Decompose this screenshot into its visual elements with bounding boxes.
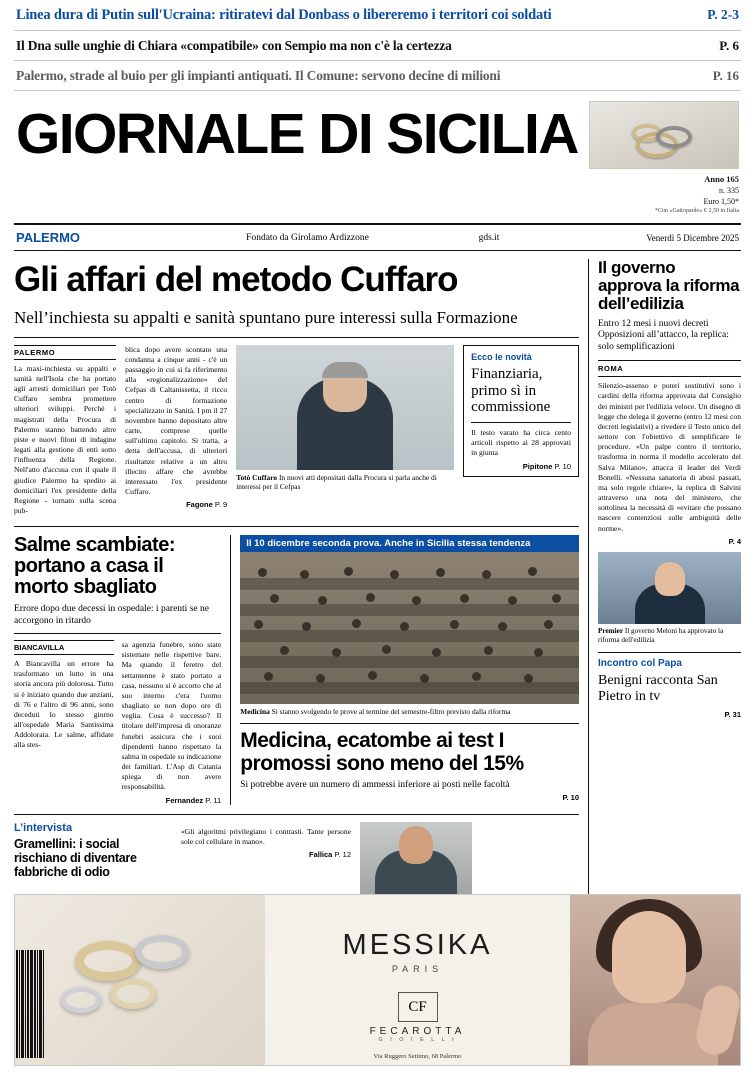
- medicina-article: [240, 535, 579, 804]
- masthead-numero: n. 335: [719, 185, 739, 195]
- medicina-headline[interactable]: Medicina, ecatombe ai test I promossi sono meno del 15%: [240, 723, 579, 775]
- masthead-edition-info: [589, 169, 739, 215]
- lead-byline-name: Fagone: [186, 500, 213, 510]
- advert-brand: MESSIKA: [342, 929, 493, 961]
- intervista-kicker: L’intervista: [14, 821, 73, 834]
- photo-face: [655, 562, 685, 596]
- advert-retailer-name: FECAROTTA: [369, 1026, 466, 1037]
- edition-date: Venerdì 5 Dicembre 2025: [646, 232, 739, 243]
- salme-kicker: BIANCAVILLA: [14, 640, 114, 655]
- governo-subheadline: Entro 12 mesi i nuovi decreti Opposizioni all’attacco, la replica: solo semplificazioni: [598, 319, 741, 361]
- medicina-subheadline: Si potrebbe avere un numero di ammessi inferiore ai posti nelle facoltà: [240, 780, 510, 791]
- ring-icon: [61, 987, 101, 1013]
- papa-title[interactable]: Benigni racconta San Pietro in tv: [598, 673, 718, 705]
- medicina-photo: [240, 552, 579, 704]
- papa-page[interactable]: P. 31: [724, 709, 741, 719]
- lead-text-col-2: [125, 345, 227, 517]
- lead-text-col-1: [14, 345, 116, 517]
- intervista-article: [14, 814, 579, 896]
- finanziaria-title[interactable]: Finanziaria, primo sì in commissione: [471, 365, 551, 416]
- papa-article[interactable]: [598, 652, 741, 718]
- ring-icon: [656, 126, 692, 148]
- edition-city: PALERMO: [16, 230, 81, 246]
- ring-icon: [110, 979, 156, 1009]
- governo-caption-name: Premier: [598, 626, 624, 635]
- advert-center: [265, 895, 570, 1065]
- ring-icon: [135, 935, 189, 969]
- salme-body-2: sa agenzia funebre, sono state sistemate nelle rispettive bare. Ma quando il feretro del settantenne è stato portato a casa, nessuno si è accorto che al suo interno c'era l'uomo sbagliato se non dopo ore di veglia. Cosa è successo? Il titolare dell'impresa di onoranze funebri assicura che i suoi dipendenti hanno rispettato la salma in ospedale su indicazione dei familiari. L'Asp di Catania spiega di non avere responsabilità.: [121, 640, 222, 792]
- lead-body-1: La maxi-inchiesta su appalti e sanità nell'Isola che ha portato agli arresti domiciliari per Totò Cuffaro sembra promettere ulteriori sviluppi. Perché i magistrati della Procura di Palermo stanno battendo altre piste e nuovi filoni di indagine legati alla gestione di enti sotto l'influenza della Regione. Nell'atto d'accusa con il quale il giudice Palermo ha spedito ai domiciliari l'ex presidente della Regione - tornato sulla scena pub-: [14, 363, 117, 516]
- masthead-nota: *Con «Gattopardo» € 2,50 in Italia: [655, 208, 739, 215]
- advert-brand-sub: PARIS: [391, 964, 444, 974]
- strap-headline-3-page: P. 16: [712, 68, 739, 83]
- salme-byline-page[interactable]: P. 11: [205, 795, 222, 805]
- strap-headline-1-page: P. 2-3: [707, 7, 739, 22]
- governo-body: Silenzio-assenso e poteri sostitutivi sono i cardini della riforma approvata dal Consiglio dei ministri per l'edilizia veloce. Un disegno di legge che delega il governo (entro 12 mesi con decreti legislativi) a rivedere il Testo unico del settore con l'obiettivo di semplificare le procedure. «Un palpe contro il territorio, trasforma in norma il modello accelerato del Salva Milano», attacca il leader dei Verdi Bonelli. «Nessuna sanatoria di abusi passati, ma solo regole chiare», la replica di Salvini attraverso una nota del ministero, che sottolinea la necessità di «evitare che possano nascere contenziosi sulle ambiguità delle norme».: [598, 381, 741, 533]
- main-column: [14, 259, 589, 895]
- strap-headline-2[interactable]: [14, 31, 741, 61]
- intervista-title[interactable]: Gramellini: i social rischiano di diventare fabbriche di odio: [14, 836, 137, 879]
- edition-bar: [14, 223, 741, 251]
- lead-kicker: PALERMO: [14, 345, 116, 360]
- strap-headline-2-text: Il Dna sulle unghie di Chiara «compatibile» con Sempio ma non c'è la certezza: [16, 38, 452, 53]
- finanziaria-kicker: Ecco le novità: [471, 351, 532, 362]
- intervista-photo: [360, 822, 472, 896]
- intervista-byline-page[interactable]: P. 12: [334, 850, 351, 859]
- finanziaria-byline-page[interactable]: P. 10: [554, 461, 572, 471]
- content-area: [14, 259, 741, 895]
- model-arm: [693, 982, 740, 1058]
- lead-photo-caption-text: In nuovi atti depositati dalla Procura si parla anche di interessi per il Cefpas: [236, 472, 437, 492]
- governo-page[interactable]: P. 4: [728, 536, 741, 546]
- photo-hair: [322, 362, 368, 378]
- governo-photo-caption: [598, 627, 741, 646]
- medicina-photo-caption: [240, 707, 579, 717]
- finanziaria-byline-name: Pipitone: [522, 461, 553, 471]
- lead-body-2: blica dopo avere scontato una condanna a cinque anni - c'è un passaggio in cui si fa riferimento alla «regionalizzazione» del Cefpas di Caltanissetta, il ricco centro di formazione specializzato in Sanità. I pm il 27 novembre hanno depositato altre carte, comprese quelle sull'ultimo capitolo. Si tratta, a detta dell'accusa, di ulteriori risultanze relative a un altro illecito affare che avrebbe interessato l'ex presidente Cuffaro.: [125, 344, 228, 497]
- advertisement[interactable]: [14, 894, 741, 1066]
- masthead-prezzo: Euro 1,50*: [703, 196, 739, 206]
- medicina-topbar: Il 10 dicembre seconda prova. Anche in Sicilia stessa tendenza: [240, 535, 579, 552]
- lead-subheadline: Nell’inchiesta su appalti e sanità spuntano pure interessi sulla Formazione: [14, 308, 579, 338]
- strap-headline-3[interactable]: [14, 61, 741, 91]
- medicina-caption-label: Medicina: [240, 707, 270, 717]
- right-column: [589, 259, 741, 895]
- advert-retailer-logo: CF: [398, 992, 438, 1022]
- masthead-title: GIORNALE DI SICILIA: [16, 102, 578, 166]
- governo-caption-text: Il governo Meloni ha approvato la riforma dell'edilizia: [598, 626, 724, 645]
- intervista-text: [14, 822, 172, 896]
- intervista-body: «Gli algoritmi privilegiano i contrasti. Tante persone sole col cellulare in mano».: [181, 826, 351, 846]
- papa-kicker: Incontro col Papa: [598, 658, 682, 670]
- salme-columns: [14, 640, 221, 805]
- barcode: [16, 950, 44, 1058]
- salme-byline-name: Fernandez: [165, 795, 204, 805]
- strap-headline-2-page: P. 6: [719, 38, 739, 53]
- finanziaria-body: Il testo varato ha circa cento articoli rispetto ai 28 approvati in giunta: [471, 422, 571, 459]
- finanziaria-byline: [471, 462, 571, 471]
- intervista-byline: [181, 850, 351, 859]
- advert-jewelry-image: [15, 895, 265, 1065]
- lead-photo-caption-name: Totò Cuffaro: [236, 472, 278, 482]
- medicina-caption-text: Si stanno svolgendo le prove al termine del semestre-filtro previsto dalla riforma: [271, 707, 511, 717]
- strap-headline-1-text: Linea dura di Putin sull'Ucraina: ritiratevi dal Donbass o libereremo i territori coi soldati: [16, 7, 552, 23]
- salme-col-2: [122, 640, 222, 805]
- lead-photo-caption: [236, 473, 454, 492]
- masthead-right: [589, 101, 739, 215]
- photo-face: [399, 826, 433, 864]
- advert-model-image: [570, 895, 740, 1065]
- lead-photo-col: [236, 345, 454, 517]
- intervista-photo-col: [360, 822, 472, 896]
- masthead-anno: Anno 165: [704, 174, 739, 184]
- intervista-body-col: [181, 822, 351, 896]
- salme-article: [14, 535, 231, 804]
- lead-article-row: [14, 345, 579, 517]
- lead-headline[interactable]: Gli affari del metodo Cuffaro: [14, 260, 458, 300]
- salme-headline[interactable]: Salme scambiate: portano a casa il morto sbagliato: [14, 534, 175, 599]
- lead-byline-page[interactable]: P. 9: [214, 500, 228, 510]
- second-row: [14, 526, 579, 804]
- advert-address: Via Ruggero Settimo, 68 Palermo: [373, 1053, 462, 1060]
- strap-headline-3-text: Palermo, strade al buio per gli impianti antiquati. Il Comune: servono decine di milioni: [16, 68, 501, 83]
- masthead: [14, 91, 741, 217]
- lead-photo: [236, 345, 454, 470]
- medicina-page[interactable]: P. 10: [562, 793, 579, 803]
- salme-col-1: [14, 640, 114, 805]
- governo-headline[interactable]: Il governo approva la riforma dell’edilizia: [598, 258, 740, 314]
- lead-byline: [125, 500, 227, 509]
- advert-retailer-sub: G I O I E L L I: [378, 1037, 457, 1043]
- model-face: [612, 911, 686, 1003]
- strap-headline-1[interactable]: [14, 0, 741, 31]
- edition-website[interactable]: gds.it: [478, 232, 500, 243]
- governo-kicker: ROMA: [598, 361, 741, 377]
- masthead-promo-image: [589, 101, 739, 169]
- salme-subheadline: Errore dopo due decessi in ospedale: i parenti se ne accorgono in ritardo: [14, 604, 221, 634]
- finanziaria-box: [463, 345, 579, 477]
- governo-photo: [598, 552, 741, 624]
- intervista-byline-name: Fallica: [309, 850, 333, 859]
- ring-icon: [75, 941, 141, 981]
- edition-founder: Fondato da Girolamo Ardizzone: [246, 232, 369, 243]
- salme-body-1: A Biancavilla un errore ha trasformato un lutto in una storia ancora più dolorosa. Tutto si è iniziato quando due anziani, di 76 e l'altro di 96 anni, sono deceduti lo stesso giorno all'ospedale Maria Santissima Addolorata. Le salme, affidate alla stes-: [14, 659, 114, 750]
- lead-side-box[interactable]: [463, 345, 579, 517]
- salme-byline: [122, 796, 222, 805]
